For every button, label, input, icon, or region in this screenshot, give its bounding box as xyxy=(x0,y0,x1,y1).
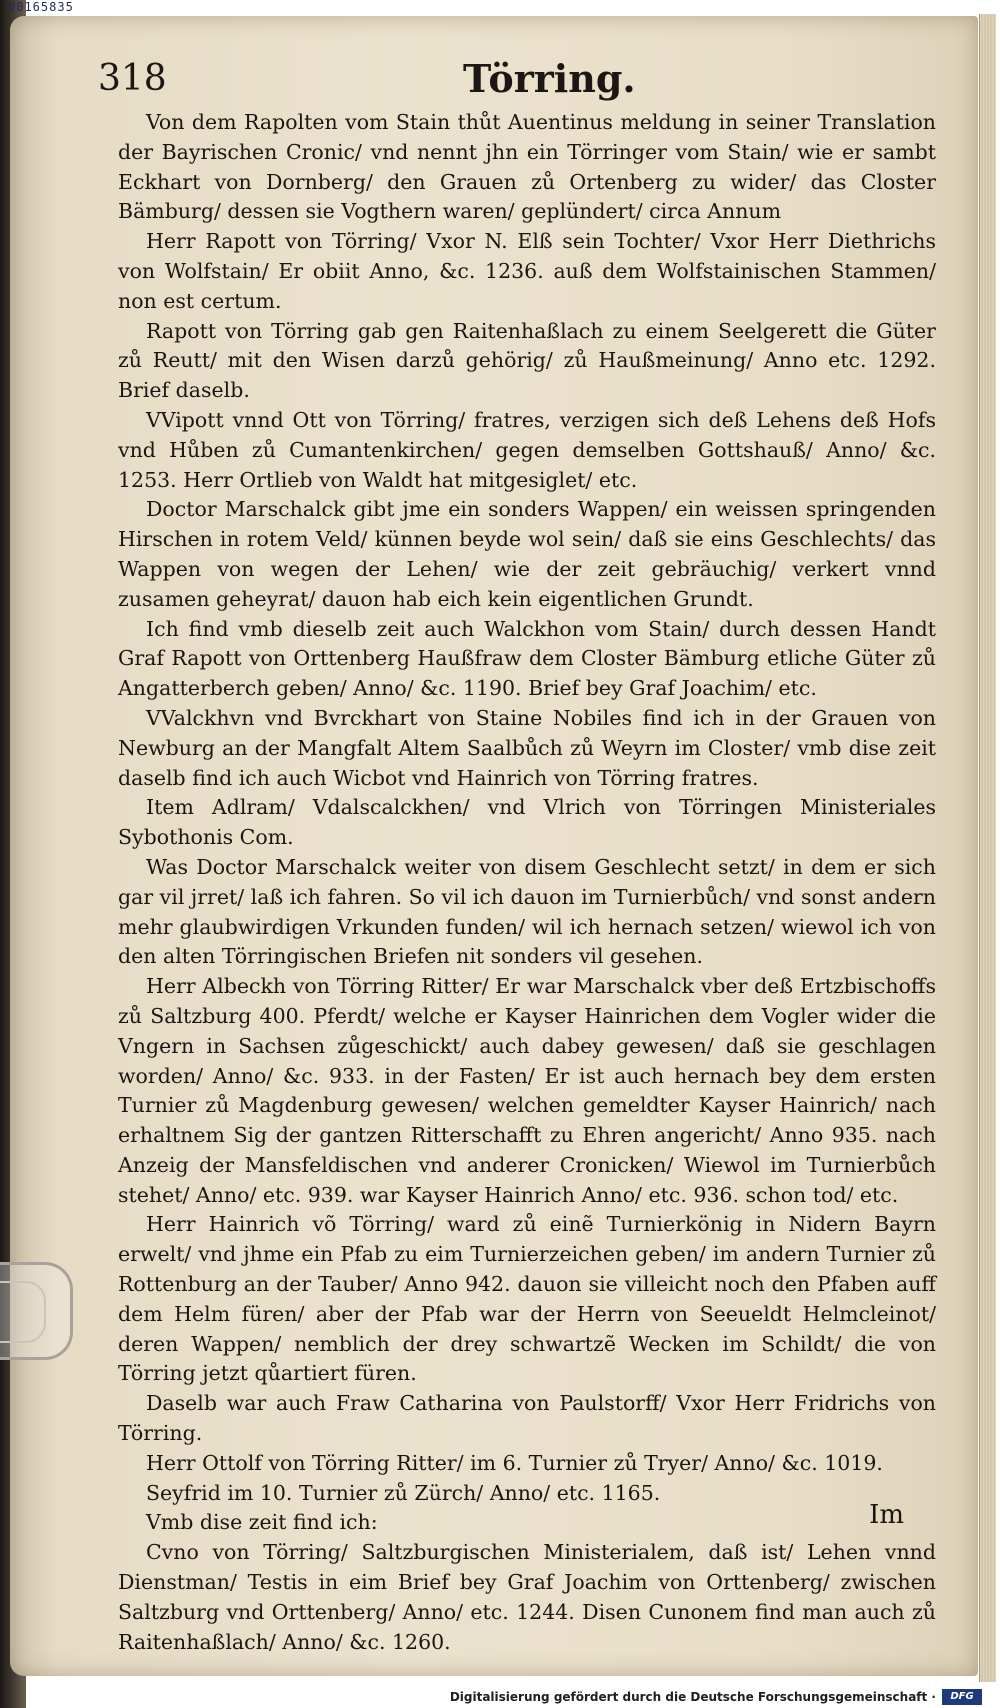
paragraph: Seyfrid im 10. Turnier zů Zürch/ Anno/ etc. 1165. xyxy=(146,1480,661,1505)
paragraph: Herr Rapott von Törring/ Vxor N. Elß sein Tochter/ Vxor Herr Diethrichs von Wolfstain/ Er obiit Anno, &c. 1236. auß dem Wolfstainischen Stammen/ non est certum. xyxy=(118,229,936,313)
paragraph: Item Adlram/ Vdalscalckhen/ vnd Vlrich von Törringen Ministeriales Sybothonis Com. xyxy=(118,795,936,850)
page-header xyxy=(98,58,918,108)
page-number: 318 xyxy=(98,58,167,99)
page-clip xyxy=(0,1262,73,1360)
catchword: Im xyxy=(869,1500,904,1530)
paragraph: Daselb war auch Fraw Catharina von Paulstorff/ Vxor Herr Fridrichs von Törring. xyxy=(118,1391,936,1446)
paragraph: VValckhvn vnd Bvrckhart von Staine Nobiles find ich in der Grauen von Newburg an der Mangfalt Altem Saalbůch zů Weyrn im Closter/ vmb dise zeit daselb find ich auch Wicbot vnd Hainrich von Törring fratres. xyxy=(118,705,936,790)
dfg-logo: DFG xyxy=(942,1689,982,1705)
page-edge-stack xyxy=(979,14,996,1682)
paragraph: VVipott vnnd Ott von Törring/ fratres, verzigen sich deß Lehens deß Hofs vnd Hůben zů Cumantenkirchen/ gegen demselben Gottshauß/ Anno/ &c. 1253. Herr Ortlieb von Waldt hat mitgesiglet/ etc. xyxy=(118,407,936,492)
paragraph: Von dem Rapolten vom Stain thůt Auentinus meldung in seiner Translation der Bayrischen Cronic/ vnd nennt jhn ein Törringer vom Stain/ wie er sambt Eckhart von Dornberg/ den Grauen zů Ortenberg zu wider/ das Closter Bämburg/ dessen sie Vogthern waren/ geplündert/ circa Annum xyxy=(118,110,936,224)
paragraph: Vmb dise zeit find ich: xyxy=(146,1510,378,1535)
footer-credit: Digitalisierung gefördert durch die Deutsche Forschungsgemeinschaft · xyxy=(449,1690,936,1704)
page-clip-inner xyxy=(0,1281,46,1343)
paragraph: Ich find vmb dieselb zeit auch Walckhon vom Stain/ durch dessen Handt Graf Rapott von Orttenberg Haußfraw dem Closter Bämburg etliche Güter zů Angatterberch geben/ Anno/ &c. 1190. Brief bey Graf Joachim/ etc. xyxy=(118,616,936,701)
digitization-footer xyxy=(0,1688,1000,1708)
paragraph: Doctor Marschalck gibt jme ein sonders Wappen/ ein weissen springenden Hirschen in rotem Veld/ künnen beyde wol sein/ daß sie eins Geschlechts/ das Wappen von wegen der Lehen/ wie der zeit gebräuchig/ verkert vnnd zusamen geheyrat/ dauon hab eich kein eigentlichen Grundt. xyxy=(118,497,936,611)
paragraph: Rapott von Törring gab gen Raitenhaßlach zu einem Seelgerett die Güter zů Reutt/ mit den Wisen darzů gehörig/ zů Haußmeinung/ Anno etc. 1292. Brief daselb. xyxy=(118,318,936,403)
paragraph: Was Doctor Marschalck weiter von disem Geschlecht setzt/ in dem er sich gar vil jrret/ laß ich fahren. So vil ich dauon im Turnierbůch/ vnd sonst andern mehr glaubwirdigen Vrkunden funden/ wil ich hernach setzen/ wiewol ich von den alten Törringischen Briefen nit sonders vil gesehen. xyxy=(118,854,936,969)
paragraph: Cvno von Törring/ Saltzburgischen Ministerialem, daß ist/ Lehen vnnd Dienstman/ Testis in eim Brief bey Graf Joachim von Orttenberg/ zwischen Saltzburg vnd Orttenberg/ Anno/ etc. 1244. Disen Cunonem find man auch zů Raitenhaßlach/ Anno/ &c. 1260. xyxy=(118,1540,936,1654)
paragraph: Herr Ottolf von Törring Ritter/ im 6. Turnier zů Tryer/ Anno/ &c. 1019. xyxy=(146,1450,883,1475)
paragraph: Herr Hainrich võ Törring/ ward zů einẽ Turnierkönig in Nidern Bayrn erwelt/ vnd jhme ein Pfab zu eim Turnierzeichen geben/ im andern Turnier zů Rottenburg an der Tauber/ Anno 942. dauon sie villeicht noch den Pfaben auff dem Helm füren/ aber der Pfab war der Herrn von Seeueldt Helmcleinot/ deren Wappen/ nemblich der drey schwartzẽ Wecken im Schildt/ die von Törring jetzt qůartiert füren. xyxy=(118,1212,936,1386)
running-title: Törring. xyxy=(463,56,636,101)
body-text xyxy=(118,108,936,1657)
scan-label: 00165835 xyxy=(8,0,74,14)
paragraph: Herr Albeckh von Törring Ritter/ Er war Marschalck vber deß Ertzbischoffs zů Saltzburg 400. Pferdt/ welche er Kayser Hainrichen dem Vogler wider die Vngern in Sachsen zůgeschickt/ auch dabey gewesen/ daß sie geschlagen worden/ Anno/ &c. 933. in der Fasten/ Er ist auch hernach bey dem ersten Turnier zů Magdenburg gewesen/ welchen gemeldter Kayser Hainrich/ nach erhaltnem Sig der gantzen Ritterschafft zu Ehren angericht/ Anno 935. nach Anzeig der Mansfeldischen vnd anderer Cronicken/ Wiewol im Turnierbůch stehet/ Anno/ etc. 939. war Kayser Hainrich Anno/ etc. 936. schon tod/ etc. xyxy=(118,974,936,1207)
